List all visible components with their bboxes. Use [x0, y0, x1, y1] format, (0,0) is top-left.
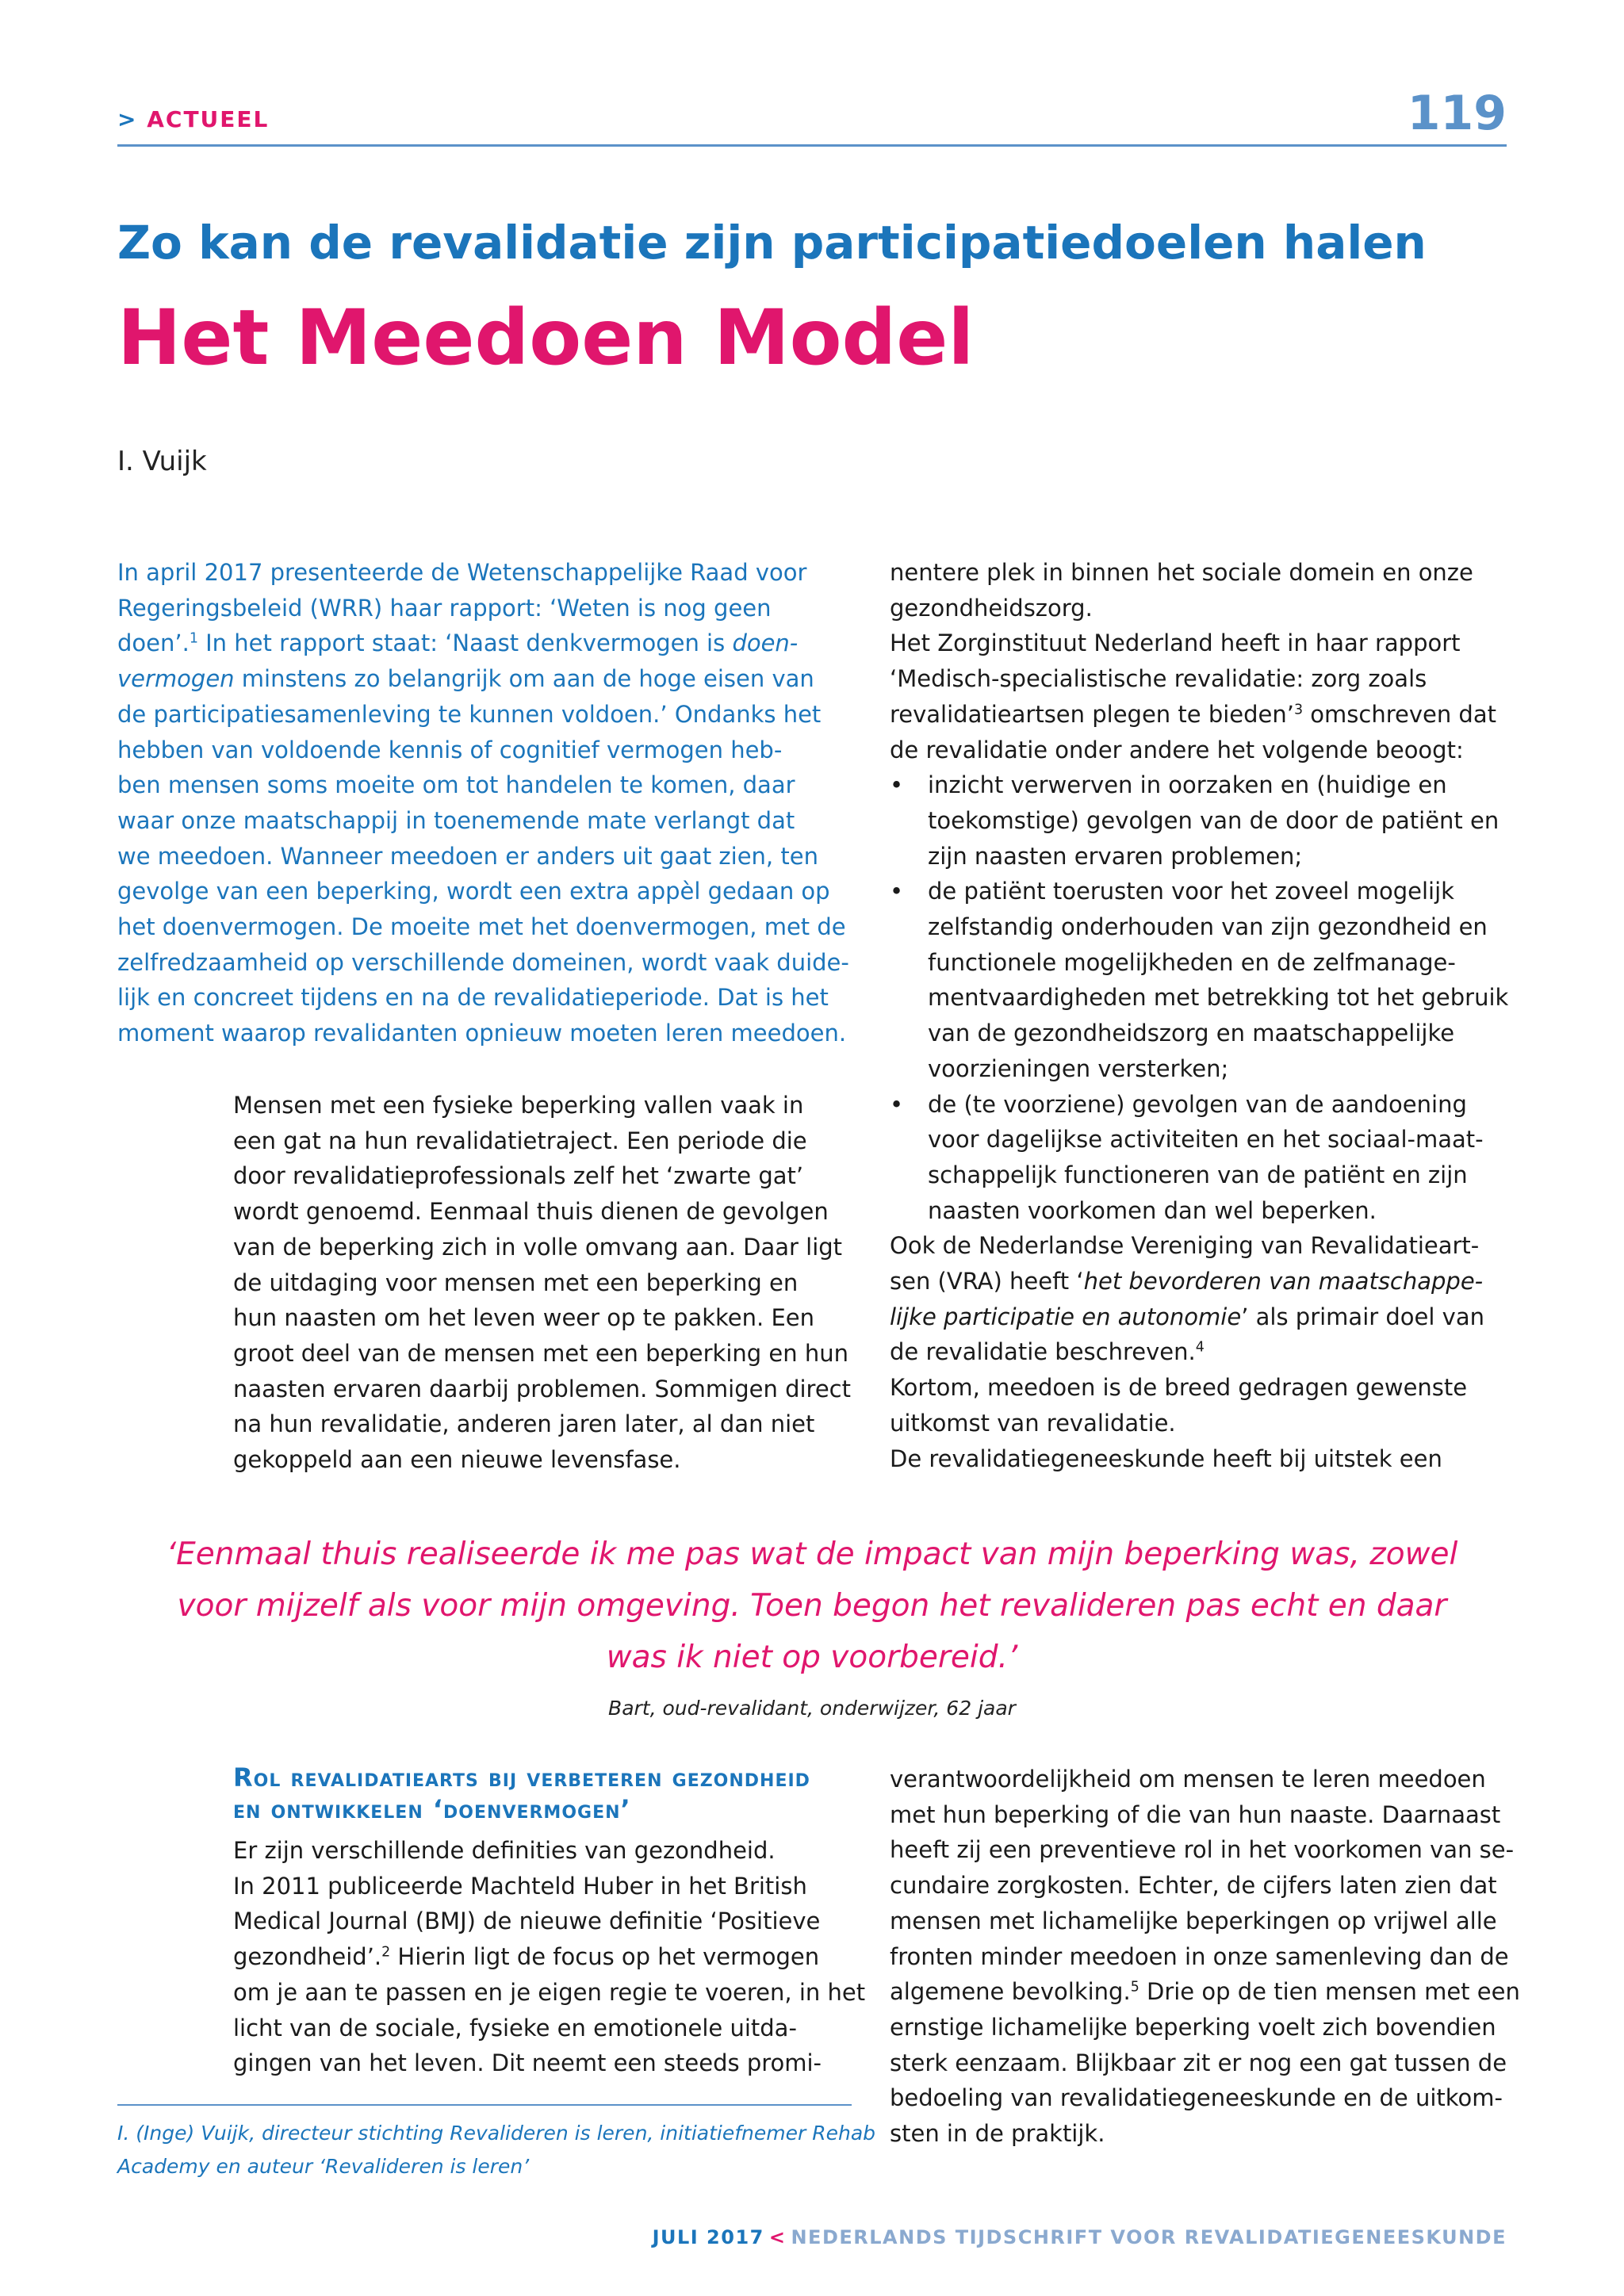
- section-label: [117, 106, 269, 132]
- intro-paragraph: [117, 555, 848, 1051]
- footnote-rule: [117, 2104, 852, 2106]
- body-paragraph-left: Mensen met een fysieke beperking vallen vaak in een gat na hun revalidatietraject. Een periode die door revalidatieprofessionals zelf het ‘zwarte gat’ wordt genoemd. Eenmaal thuis dienen de gevolgen van de beperking zich in volle omvang aan. Daar ligt de uitdaging voor mensen met een beperking en hun naasten om het leven weer op te pakken. Een groot deel van de mensen met een beperking en hun naasten ervaren daarbij problemen. Sommigen direct na hun revalidatie, anderen jaren later, al dan niet gekoppeld aan een nieuwe levensfase.: [233, 1092, 851, 1474]
- footnote-ref: 2: [381, 1944, 391, 1961]
- intro-line: moment waarop revalidanten opnieuw moeten leren meedoen.: [117, 1020, 847, 1047]
- footnote-ref: 1: [189, 630, 198, 647]
- bullet-icon: •: [890, 878, 904, 905]
- footer-issue: JULI 2017: [652, 2226, 764, 2248]
- bullet-icon: •: [890, 1090, 904, 1118]
- author-footnote: I. (Inge) Vuijk, directeur stichting Revalideren is leren, initiatiefnemer Rehab Academy en auteur ‘Revalideren is leren’: [117, 2122, 876, 2178]
- page-number: 119: [1407, 86, 1507, 141]
- body-column-right-top: nentere plek in binnen het sociale domein en onze gezondheidszorg. Het Zorginstituut Nederland heeft in haar rapport ‘Medisch-specialistische revalidatie: zorg zoals revalidatieartsen plegen te bieden’$^3$ omschreven dat de revalidatie onder andere het volgende beoogt: • inzicht verwerven in oorzaken en (huidige en toekomstige) gevolgen van de door de patiënt en zijn naasten ervaren problemen; • de patiënt toerusten voor het zoveel mogelijk zelfstandig onderhouden van zijn gezondheid en functionele mogelijkheden en de zelfmanage- mentvaardigheden met betrekking tot het gebruik van de gezondheidszorg en maatschappelijke voorzieningen versterken; • de (te voorziene) gevolgen van de aandoening voor dagelijkse activiteiten en het sociaal-maat- schappelijk functioneren van de patiënt en zijn naasten voorkomen dan wel beperken. Ook de Nederlandse Vereniging van Revalidatieart- sen (VRA) heeft ‘het bevorderen van maatschappe- lijke participatie en autonomie’ als primair doel van de revalidatie beschreven.$^4$ Kortom, meedoen is de breed gedragen gewenste uitkomst van revalidatie. De revalidatiegeneeskunde heeft bij uitstek een: [890, 559, 1509, 1472]
- article-title: Het Meedoen Model: [117, 293, 975, 382]
- quote-attribution: Bart, oud-revalidant, onderwijzer, 62 jaar: [608, 1697, 1016, 1720]
- body-paragraph-section2-left: Er zijn verschillende definities van gezondheid. In 2011 publiceerde Machteld Huber in het British Medical Journal (BMJ) de nieuwe definitie ‘Positieve gezondheid’.$^2$ Hierin ligt de focus op het vermogen om je aan te passen en je eigen regie te voeren, in het licht van de sociale, fysieke en emotionele uitda- gingen van het leven. Dit neemt een steeds promi-: [233, 1837, 866, 2077]
- bullet-icon: •: [890, 771, 904, 799]
- intro-line: Regeringsbeleid (WRR) haar rapport: ‘Weten is nog geen: [117, 594, 772, 622]
- article-author: I. Vuijk: [117, 446, 207, 477]
- pull-quote: ‘Eenmaal thuis realiseerde ik me pas wat de impact van mijn beperking was, zowel voor mijzelf als voor mijn omgeving. Toen begon het revalideren pas echt en daar was ik niet op voorbereid.’: [166, 1536, 1458, 1675]
- intro-line: gevolge van een beperking, wordt een extra appèl gedaan op: [117, 878, 830, 905]
- intro-line: ben mensen soms moeite om tot handelen te komen, daar: [117, 771, 795, 799]
- intro-line: zelfredzaamheid op verschillende domeinen, wordt vaak duide-: [117, 948, 849, 976]
- section-name: ACTUEEL: [147, 106, 270, 132]
- intro-line: lijk en concreet tijdens en na de revalidatieperiode. Dat is het: [117, 984, 829, 1012]
- footnote-ref: 3: [1293, 702, 1304, 718]
- bullet-item: • de patiënt toerusten voor het zoveel mogelijk zelfstandig onderhouden van zijn gezondheid en functionele mogelijkheden en de zelfmanage- mentvaardigheden met betrekking tot het gebruik van de gezondheidszorg en maatschappelijke voorzieningen versterken;: [890, 874, 1508, 1086]
- article-subtitle: Zo kan de revalidatie zijn participatiedoelen halen: [117, 216, 1427, 270]
- footer-separator: <: [768, 2226, 787, 2248]
- intro-line: waar onze maatschappij in toenemende mate verlangt dat: [117, 806, 795, 834]
- section-heading: Rol revalidatiearts bij verbeteren gezondheid en ontwikkelen ‘doenvermogen’: [233, 1762, 810, 1824]
- page-footer: [653, 2226, 1507, 2248]
- section-marker: >: [117, 106, 138, 132]
- intro-line: vermogen minstens zo belangrijk om aan de hoge eisen van: [117, 665, 814, 693]
- intro-line: In april 2017 presenteerde de Wetenschappelijke Raad voor: [117, 559, 807, 586]
- bullet-item: • de (te voorziene) gevolgen van de aandoening voor dagelijkse activiteiten en het sociaal-maat- schappelijk functioneren van de patiënt en zijn naasten voorkomen dan wel beperken.: [890, 1087, 1508, 1229]
- footnote-ref: 5: [1130, 1979, 1139, 1996]
- bullet-item: • inzicht verwerven in oorzaken en (huidige en toekomstige) gevolgen van de door de patiënt en zijn naasten ervaren problemen;: [890, 767, 1508, 874]
- intro-line: hebben van voldoende kennis of cognitief vermogen heb-: [117, 736, 783, 763]
- footnote-ref: 4: [1195, 1339, 1205, 1356]
- header-rule: [117, 144, 1507, 147]
- intro-line: we meedoen. Wanneer meedoen er anders uit gaat zien, ten: [117, 842, 818, 870]
- intro-line: het doenvermogen. De moeite met het doenvermogen, met de: [117, 913, 846, 941]
- intro-line: de participatiesamenleving te kunnen voldoen.’ Ondanks het: [117, 700, 822, 728]
- body-paragraph-section2-right: verantwoordelijkheid om mensen te leren meedoen met hun beperking of die van hun naaste. Daarnaast heeft zij een preventieve rol in het voorkomen van se- cundaire zorgkosten. Echter, de cijfers laten zien dat mensen met lichamelijke beperkingen op vrijwel alle fronten minder meedoen in onze samenleving dan de algemene bevolking.$^5$ Drie op de tien mensen met een ernstige lichamelijke beperking voelt zich bovendien sterk eenzaam. Blijkbaar zit er nog een gat tussen de bedoeling van revalidatiegeneeskunde en de uitkom- sten in de praktijk.: [890, 1766, 1520, 2148]
- intro-line: doen’.$^1$ In het rapport staat: ‘Naast denkvermogen is doen-: [117, 629, 799, 657]
- footer-journal: NEDERLANDS TIJDSCHRIFT VOOR REVALIDATIEGENEESKUNDE: [791, 2226, 1507, 2248]
